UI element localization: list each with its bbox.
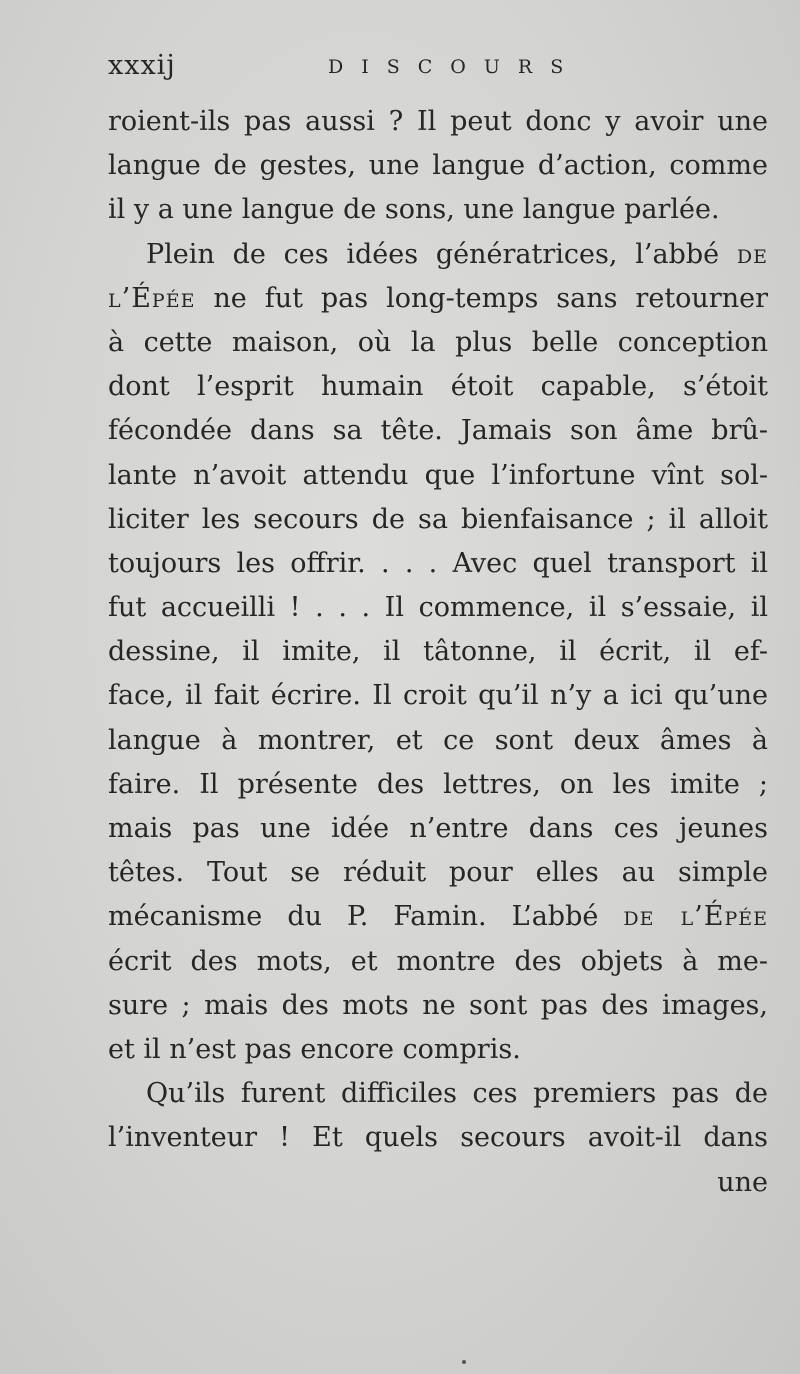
ink-speck bbox=[462, 1360, 466, 1364]
text-line: liciter les secours de sa bienfaisance ; il alloit bbox=[108, 503, 768, 535]
catchword: une bbox=[717, 1166, 768, 1198]
text-line: têtes. Tout se réduit pour elles au simple bbox=[108, 857, 768, 889]
text-line: dessine, il imite, il tâtonne, il écrit, il ef- bbox=[108, 636, 768, 668]
text-line: écrit des mots, et montre des objets à me- bbox=[108, 945, 768, 977]
small-caps-run: de bbox=[736, 238, 768, 270]
page-number: xxxij bbox=[108, 50, 176, 81]
text-line: face, il fait écrire. Il croit qu’il n’y a ici qu’une bbox=[108, 680, 768, 712]
body-text bbox=[108, 100, 768, 1205]
text-line: l’inventeur ! Et quels secours avoit-il dans bbox=[108, 1122, 768, 1154]
text-line: roient-ils pas aussi ? Il peut donc y avoir une bbox=[108, 106, 768, 137]
text-line: il y a une langue de sons, une langue parlée. bbox=[108, 194, 720, 226]
text-line: mais pas une idée n’entre dans ces jeunes bbox=[108, 813, 768, 844]
text-line: fécondée dans sa tête. Jamais son âme brû- bbox=[108, 415, 768, 447]
text-line: fut accueilli ! . . . Il commence, il s’essaie, il bbox=[108, 592, 768, 624]
small-caps-run: l’Épée bbox=[108, 282, 196, 314]
text-line: toujours les offrir. . . . Avec quel transport il bbox=[108, 547, 768, 579]
text-line: langue de gestes, une langue d’action, comme bbox=[108, 150, 768, 182]
text-run: mécanisme du P. Famin. L’abbé bbox=[108, 901, 624, 933]
text-line: faire. Il présente des lettres, on les imite ; bbox=[108, 768, 768, 800]
text-line: langue à montrer, et ce sont deux âmes à bbox=[108, 724, 768, 756]
text-line: sure ; mais des mots ne sont pas des images, bbox=[108, 989, 768, 1021]
text-run: ne fut pas long-temps sans retourner bbox=[195, 282, 768, 314]
text-line: dont l’esprit humain étoit capable, s’étoit bbox=[108, 371, 768, 403]
paragraph-start bbox=[108, 233, 768, 277]
text-line bbox=[108, 277, 768, 321]
text-line: et il n’est pas encore compris. bbox=[108, 1033, 521, 1065]
text-run: Plein de ces idées génératrices, l’abbé bbox=[146, 238, 737, 270]
paragraph-start: Qu’ils furent difficiles ces premiers pas de bbox=[146, 1078, 768, 1110]
text-line: lante n’avoit attendu que l’infortune vînt sol- bbox=[108, 459, 768, 491]
running-title: DISCOURS bbox=[328, 56, 582, 78]
text-line bbox=[108, 895, 768, 939]
small-caps-run: de l’Épée bbox=[623, 901, 768, 933]
page-header bbox=[108, 50, 768, 86]
text-line: à cette maison, où la plus belle conception bbox=[108, 326, 768, 358]
